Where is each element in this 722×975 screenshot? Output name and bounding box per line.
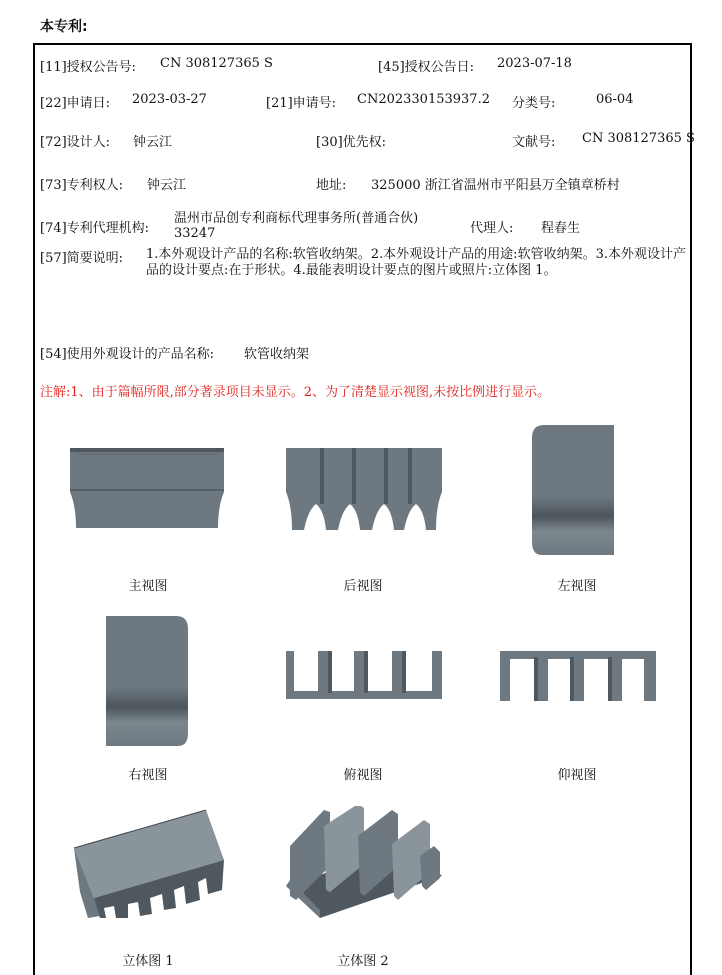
caption-rear: 后视图	[343, 579, 383, 594]
header-label: 本专利:	[40, 19, 88, 35]
owner: 钟云江	[147, 178, 187, 193]
pub-no: CN 308127365 S	[160, 56, 273, 71]
caption-perspective1: 立体图 1	[122, 954, 174, 969]
pub-no-label: [11]授权公告号:	[40, 60, 137, 75]
perspective1-drawing	[70, 808, 228, 920]
pub-date-label: [45]授权公告日:	[378, 60, 475, 75]
doc-no-label: 文献号:	[512, 135, 556, 150]
note-text: 注解:1、由于篇幅所限,部分著录项目未显示。2、为了清楚显示视图,未按比例进行显示。	[40, 385, 551, 400]
perspective2-drawing	[284, 806, 444, 922]
product-label: [54]使用外观设计的产品名称:	[40, 347, 215, 362]
address-label: 地址:	[316, 178, 347, 193]
filing-date-label: [22]申请日:	[40, 96, 111, 111]
agent: 程春生	[541, 221, 581, 236]
caption-left: 左视图	[557, 579, 597, 594]
app-no: CN202330153937.2	[357, 92, 490, 107]
filing-date: 2023-03-27	[132, 92, 207, 107]
rear-view-drawing	[284, 446, 444, 532]
right-view-drawing	[104, 615, 190, 747]
agency-label: [74]专利代理机构:	[40, 221, 150, 236]
top-view-drawing	[284, 649, 444, 701]
designer: 钟云江	[133, 135, 173, 150]
caption-front: 主视图	[128, 579, 168, 594]
caption-right: 右视图	[128, 768, 168, 783]
abstract-text: 1.本外观设计产品的名称:软管收纳架。2.本外观设计产品的用途:软管收纳架。3.本外观设计产品的设计要点:在于形状。4.最能表明设计要点的图片或照片:立体图 1。	[146, 247, 686, 278]
agency-line2: 33247	[174, 226, 216, 241]
doc-no: CN 308127365 S	[582, 131, 695, 146]
caption-perspective2: 立体图 2	[337, 954, 389, 969]
priority-label: [30]优先权:	[316, 135, 387, 150]
left-view-drawing	[530, 424, 616, 556]
app-no-label: [21]申请号:	[266, 96, 337, 111]
address: 325000 浙江省温州市平阳县万全镇章桥村	[371, 178, 620, 193]
front-view-drawing	[68, 446, 226, 530]
agency-line1: 温州市品创专利商标代理事务所(普通合伙)	[174, 211, 419, 226]
class-value: 06-04	[596, 92, 634, 107]
product-name: 软管收纳架	[244, 347, 310, 362]
agent-label: 代理人:	[470, 221, 514, 236]
bottom-view-drawing	[498, 649, 658, 703]
abstract-label: [57]简要说明:	[40, 251, 124, 266]
pub-date: 2023-07-18	[497, 56, 572, 71]
class-label: 分类号:	[512, 96, 556, 111]
caption-top: 俯视图	[343, 768, 383, 783]
designer-label: [72]设计人:	[40, 135, 111, 150]
caption-bottom: 仰视图	[557, 768, 597, 783]
owner-label: [73]专利权人:	[40, 178, 124, 193]
